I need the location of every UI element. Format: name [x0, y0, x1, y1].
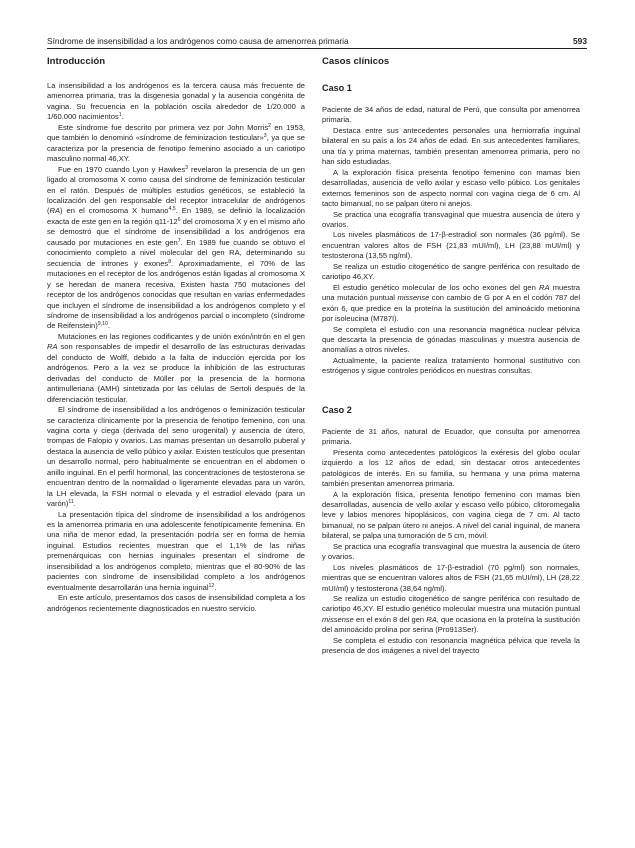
citation: 8 [168, 258, 172, 265]
intro-paragraph-5: El síndrome de insensibilidad a los andrógenos o feminización testicular se caracteriza clínicamente por la presencia de fenotipo femenino, con una vagina corta y ciega (derivada del seno urogenital) y ausencia de útero, trompas de Falopio y ovarios. Las mamas presentan un desarrollo puberal y destaca la ausencia de vello púbico y axilar. Existen testículos que presentan un desarrollo normal, pero habitualmente se encuentran en el abdomen o anillo inguinal. En el perfil hormonal, las concentraciones de testosterona se encuentran dentro de la normalidad o ligeramente elevadas para un varón, la LH elevada, la FSH normal o elevada y el estradiol elevado (para un varón)$^{11}$. [47, 405, 306, 509]
running-header [47, 34, 587, 48]
citation: 12 [208, 582, 215, 589]
case-1-paragraph: Se practica una ecografía transvaginal que muestra ausencia de útero y ovarios. [322, 209, 580, 229]
case-1-paragraph: Actualmente, la paciente realiza tratamiento hormonal sustitutivo con estrógenos y sigue controles periódicos en nuestras consultas. [322, 355, 580, 376]
page-number: 593 [573, 36, 587, 46]
case-2-paragraph: Los niveles plasmáticos de 17-β-estradiol (70 pg/ml) son normales, mientras que se encuentran valores altos de FSH (21,65 mUI/ml), LH (28,22 mUI/ml) y testosterona (38,64 ng/ml). [322, 562, 580, 593]
citation: 2 [268, 122, 271, 129]
citation: 9,10 [97, 321, 108, 328]
intro-paragraph-6: La presentación típica del síndrome de insensibilidad a los andrógenos es la amenorrea primaria en una adolescente fenotípicamente femenina. En una niña de menor edad, la presentación podría ser en forma de hernia inguinal. Estudios recientes muestran que el 1,1% de las niñas premenárquicas con hernias inguinales presentan el síndrome de insensibilidad a los andrógenos completo, mientras que el 80-90% de las pacientes con síndrome de insensibilidad completo a los andrógenos eventualmente desarrollarán una hernia inguinal$^{12}$. [47, 509, 305, 592]
running-header-title: Síndrome de insensibilidad a los andrógenos como causa de amenorrea primaria [47, 36, 349, 46]
citation: 11 [68, 499, 74, 506]
intro-paragraph-3: Fue en 1970 cuando Lyon y Hawkes$^3$ revelaron la presencia de un gen ligado al cromosoma X como causa del síndrome de feminización testicular en el ratón. Después de múltiples estudios genéticos, se estableció la localización del gen responsable del receptor intracelular de andrógenos (RA) en el cromosoma X humano$^{4,5}$. En 1989, se definió la localización exacta de este gen en la región $q11-12^6$ del cromosoma X y en el mismo año se demostró que el síndrome de insensibilidad a los andrógenos era causado por mutaciones en este gen$^7$. En 1989 fue cuando se obtuvo el conocimiento completo a nivel molecular del gen RA, determinando su secuencia de intrones y exones$^8$. Aproximadamente, el 70% de las mutaciones en el receptor de los andrógenos están ligadas al cromosoma X y se heredan de manera recesiva. Existen hasta 750 mutaciones del receptor de los andrógenos conocidas que resultan en varias enfermedades que incluyen el síndrome de insensibilidad a los andrógenos completo y el síndrome de insensibilidad a los andrógenos parcial o incompleto (síndrome de Reifenstein)$^{9,10}$. [47, 164, 306, 331]
case-1-heading: Caso 1 [322, 83, 352, 93]
case-2-paragraph: Presenta como antecedentes patológicos la exéresis del globo ocular izquierdo a los 12 años de edad, sin destacar otros antecedentes patológicos de interés. En su familia, su hermana y una prima materna también presentan amenorrea primaria. [322, 447, 580, 489]
case-1-paragraph: Los niveles plasmáticos de 17-β-estradiol son normales (36 pg/ml). Se encuentran valores altos de FSH (21,83 mUI/ml), LH (23,88 mUI/ml) y testosterona (13,55 ng/ml). [322, 230, 580, 261]
citation: 4,5 [168, 206, 176, 213]
clinical-cases-column [322, 55, 580, 657]
case-1-paragraph: Paciente de 34 años de edad, natural de Perú, que consulta por amenorrea primaria. [322, 105, 580, 125]
intro-paragraph-4: Mutaciones en las regiones codificantes y de unión exón/intrón en el gen RA son responsables de impedir el desarrollo de las estructuras derivadas del conducto de Wolff, debido a la falta de inducción ejercida por los andrógenos. Pero a la vez se produce la inhibición de las estructuras derivadas del conducto de Müller por la presencia de la hormona antimulleriana (AMH) sintetizada por las células de Sertoli después de la diferenciación testicular. [47, 331, 305, 404]
case-2-paragraph: Se practica una ecografía transvaginal que muestra la ausencia de útero y ovarios. [322, 541, 580, 562]
case-2-paragraph: Se completa el estudio con resonancia magnética pélvica que revela la presencia de dos imágenes a nivel del trayecto [322, 635, 580, 656]
case-1-paragraph: A la exploración física presenta fenotipo femenino con mamas bien desarrolladas, ausencia de vello axilar y escaso vello púbico. Los genitales externos femeninos son de aspecto normal con vagina ciega de 6 cm. Al tacto bimanual, no se palpan útero ni anejos. [322, 167, 580, 209]
intro-paragraph-7: En este artículo, presentamos dos casos de insensibilidad completa a los andrógenos recientemente diagnosticados en nuestro servicio. [47, 593, 305, 613]
intro-paragraph-1: La insensibilidad a los andrógenos es la tercera causa más frecuente de amenorrea primaria, tras la disgenesia gonadal y la ausencia congénita de vagina. Su frecuencia en la población oscila alrededor de 1/20.000 a 1/60.000 nacimientos$^1$. [47, 81, 305, 122]
citation: 6 [177, 216, 181, 223]
case-1-paragraph: El estudio genético molecular de los ocho exones del gen RA muestra una mutación puntual missense con cambio de G por A en el codón 787 del exón 6, que predice en la proteína la sustitución del aminoácido metionina por isoleucina (M787I). [322, 282, 581, 324]
case-1-paragraph: Se completa el estudio con una resonancia magnética nuclear pélvica que descarta la presencia de gónadas masculinas y muestra ausencia de anomalías a otros niveles. [322, 324, 580, 355]
introduction-column [47, 55, 305, 614]
citation: 3 [263, 133, 267, 140]
case-2-heading: Caso 2 [322, 404, 352, 415]
clinical-cases-heading: Casos clínicos [322, 56, 390, 67]
introduction-heading: Introducción [47, 56, 106, 67]
header-rule [47, 48, 587, 49]
citation: 3 [185, 164, 189, 171]
case-2-paragraph: Paciente de 31 años, natural de Ecuador, que consulta por amenorrea primaria. [322, 426, 580, 447]
citation: 1 [118, 112, 122, 119]
case-1-paragraph: Se realiza un estudio citogenético de sangre periférica con resultado de cariotipo 46,XY. [322, 261, 580, 282]
case-2-paragraph: A la exploración física, presenta fenotipo femenino con mamas bien desarrolladas, ausencia de vello axilar y escaso vello púbico, clitoromegalia leve y labios menores hipoplásicos, con vagina ciega de 7 cm. Al tacto bimanual, no se palpan útero ni anejos. A nivel del canal inguinal, de manera bilateral, se palpa una tumoración de 5 cm, móvil. [322, 489, 580, 541]
case-2-paragraph: Se realiza un estudio citogenético de sangre periférica con resultado de cariotipo 46,XY. El estudio genético molecular muestra una mutación puntual missense en el exón 8 del gen RA, que ocasiona en la proteína la sustitución del aminoácido prolina por serina (Pro913Ser). [322, 594, 580, 635]
case-1-paragraph: Destaca entre sus antecedentes personales una herniorrafia inguinal bilateral en su país a los 24 años de edad. En sus antecedentes familiares, una tía y prima maternas, también presentan amenorrea primaria, pero no han sido estudiadas. [322, 125, 580, 167]
citation: 7 [177, 237, 181, 244]
intro-paragraph-2: Este síndrome fue descrito por primera vez por John Morris$^2$ en 1953, que también lo denominó «síndrome de feminizacion testicular»$^3$, ya que se caracteriza por la presencia de fenotipo femenino asociado a un cariotipo masculino normal 46,XY. [47, 122, 306, 164]
